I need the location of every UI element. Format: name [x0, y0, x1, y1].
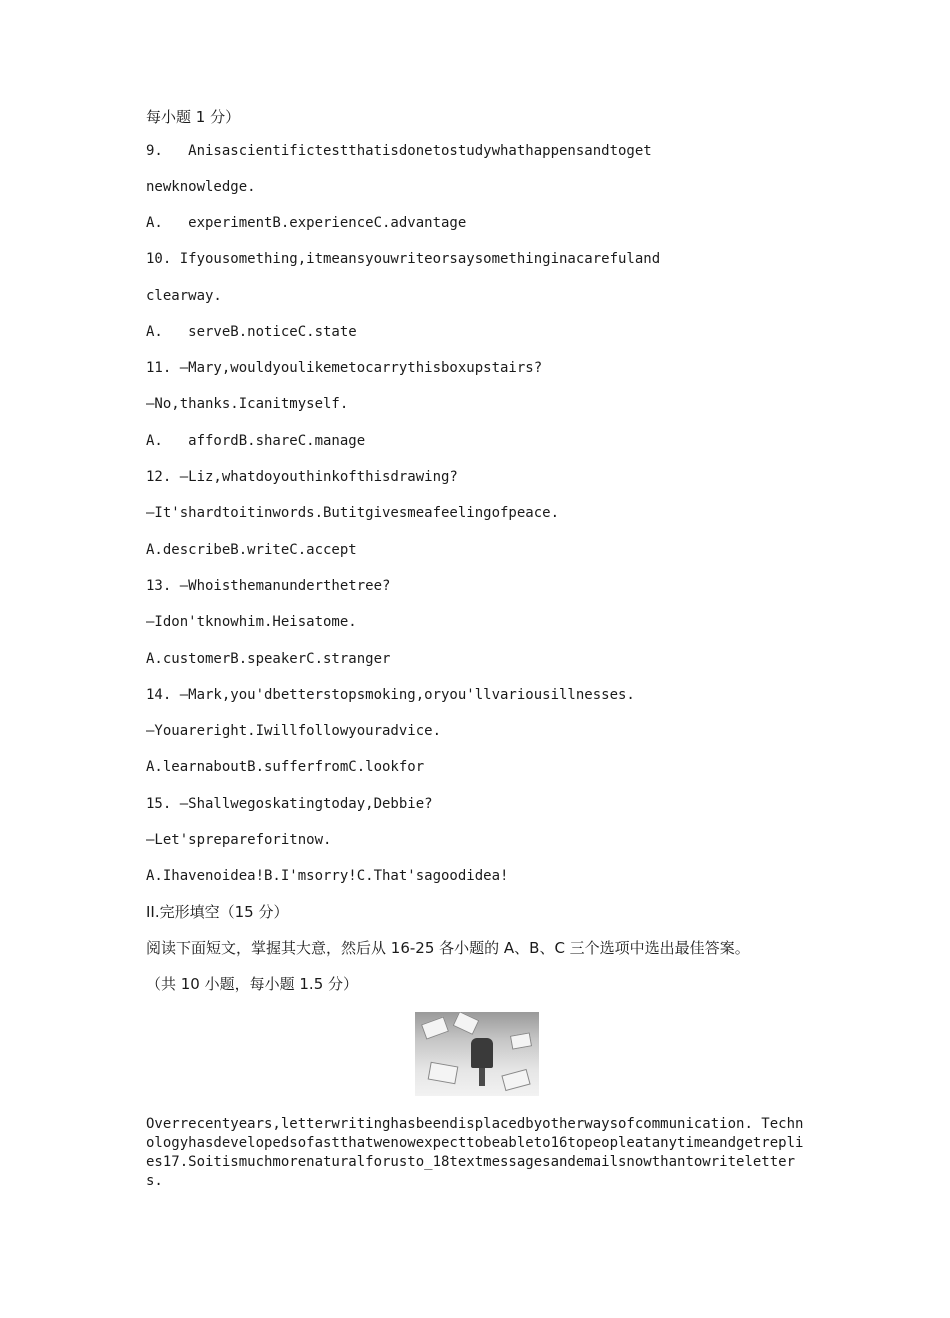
question-13-line-2: —Idon'tknowhim.Heisatome. — [146, 614, 357, 630]
mailbox-letters-image — [415, 1012, 539, 1096]
letter-shape — [453, 1012, 480, 1035]
question-14-line-1: 14. —Mark,you'dbetterstopsmoking,oryou'llvariousillnesses. — [146, 687, 635, 703]
letter-shape — [428, 1062, 459, 1085]
passage-text: Overrecentyears,letterwritinghasbeendisplacedbyotherwaysofcommunication. Technologyhasdevelopedsofastthatwenowexpecttobeabletо16topeopleatanytimeandgetreplies17.Soitismuchmorenaturalforusto_18textmessagesandemailsnowthantowriteletters. — [146, 1116, 804, 1189]
question-9-line-2: newknowledge. — [146, 179, 256, 195]
question-12-options: A.describeB.writeC.accept — [146, 542, 357, 558]
question-15-line-1: 15. —Shallwegoskatingtoday,Debbie? — [146, 796, 433, 812]
question-14-options: A.learnaboutB.sufferfromC.lookfor — [146, 759, 425, 775]
question-11-line-1: 11. —Mary,wouldyoulikemetocarrythisboxupstairs? — [146, 360, 543, 376]
question-13-options: A.customerB.speakerC.stranger — [146, 651, 391, 667]
question-15-options: A.Ihavenoidea!B.I'msorry!C.That'sagoodidea! — [146, 868, 509, 884]
letter-shape — [510, 1032, 532, 1049]
question-9-line-1: 9. Anisascientifictestthatisdonetostudywhathappensandtoget — [146, 143, 652, 159]
question-10-line-2: clearway. — [146, 288, 222, 304]
question-11-options: A. affordB.shareC.manage — [146, 433, 366, 449]
instructions-line-1: 阅读下面短文，掌握其大意，然后从 16-25 各小题的 A、B、C 三个选项中选出最佳答案。 — [146, 939, 750, 957]
question-9-options: A. experimentB.experienceC.advantage — [146, 215, 467, 231]
section-title: II.完形填空（15 分） — [146, 903, 289, 921]
letter-shape — [421, 1016, 449, 1039]
question-14-line-2: —Youareright.Iwillfollowyouradvice. — [146, 723, 442, 739]
letter-shape — [501, 1069, 530, 1091]
question-10-options: A. serveB.noticeC.state — [146, 324, 357, 340]
mailbox-post — [479, 1068, 485, 1086]
question-15-line-2: —Let'sprepareforitnow. — [146, 832, 332, 848]
header-note: 每小题 1 分） — [146, 108, 241, 126]
instructions-line-2: （共 10 小题，每小题 1.5 分） — [146, 975, 359, 993]
question-13-line-1: 13. —Whoisthemanunderthetree? — [146, 578, 391, 594]
question-10-line-1: 10. Ifyousomething,itmeansyouwriteorsaysomethinginacarefuland — [146, 251, 661, 267]
question-12-line-1: 12. —Liz,whatdoyouthinkofthisdrawing? — [146, 469, 458, 485]
mailbox-shape — [471, 1038, 493, 1068]
question-12-line-2: —It'shardtoitinwords.Butitgivesmeafeelingofpeace. — [146, 505, 560, 521]
question-11-line-2: —No,thanks.Icanitmyself. — [146, 396, 349, 412]
